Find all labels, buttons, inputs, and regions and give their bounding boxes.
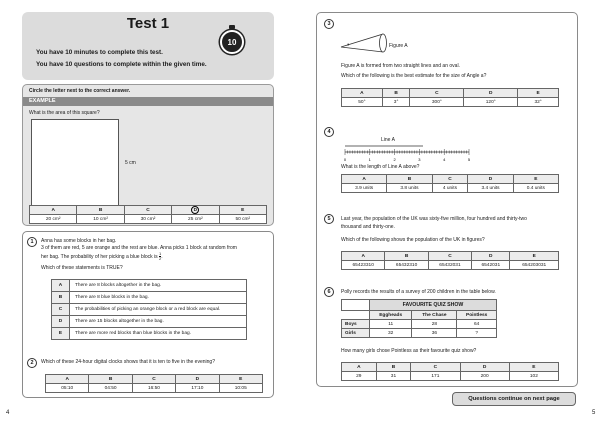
answer-value: 10 cm² <box>77 215 124 224</box>
right-page <box>300 0 600 424</box>
answer-option-b[interactable]: B <box>387 175 432 184</box>
square-side-label: 5 cm <box>125 160 136 166</box>
ruler-diagram <box>341 144 481 164</box>
table-row <box>342 320 497 329</box>
table-cell: 11 <box>369 320 412 329</box>
table-cell: 28 <box>412 320 457 329</box>
answer-option-c[interactable]: C <box>428 252 471 261</box>
q4-answer-table <box>341 174 559 193</box>
q5-answer-table <box>341 251 559 270</box>
q5-line-1: Last year, the population of the UK was sixty-five million, four hundred and thirty-two <box>341 216 527 222</box>
answer-value: 50° <box>342 98 383 107</box>
quiz-show-table <box>341 299 497 338</box>
column-header: Eggheads <box>369 311 412 320</box>
column-header: The Chase <box>412 311 457 320</box>
statement-row[interactable] <box>52 316 247 328</box>
answer-value: 20 cm² <box>30 215 77 224</box>
statement-text: The probabilities of picking an orange block or a red block are equal. <box>70 304 247 316</box>
answer-value: 300° <box>410 98 464 107</box>
ruler-tick-label: 3 <box>418 157 421 162</box>
test-title: Test 1 <box>126 15 170 32</box>
timer-value: 10 <box>227 37 237 47</box>
answer-value: 4 units <box>432 184 468 193</box>
answer-value: 3.4 units <box>468 184 513 193</box>
answer-option-d[interactable]: D <box>468 175 513 184</box>
q6-line-1: Polly records the results of a survey of 200 children in the table below. <box>341 289 496 295</box>
answer-option-e[interactable]: E <box>509 363 558 372</box>
question-number: 6 <box>324 287 334 297</box>
answer-option-b[interactable]: B <box>89 375 132 384</box>
answer-value: 6542031 <box>472 261 510 270</box>
continue-notice: Questions continue on next page <box>452 392 576 406</box>
table-row <box>342 329 497 338</box>
question-number: 1 <box>27 237 37 247</box>
answer-value: 50 cm² <box>219 215 266 224</box>
answer-option-e[interactable]: E <box>219 375 262 384</box>
answer-value: 3.9 units <box>342 184 387 193</box>
q1-line-2: 3 of them are red, 5 are orange and the rest are blue. Anna picks 1 block at random from <box>41 245 237 251</box>
answer-option-a[interactable]: A <box>342 252 385 261</box>
fraction-denominator: 2 <box>159 256 162 261</box>
angle-label: a <box>347 41 350 47</box>
q2-question: Which of these 24-hour digital clocks shows that it is ten to five in the evening? <box>41 359 215 365</box>
table-cell: 64 <box>457 320 497 329</box>
figure-a-diagram <box>339 31 389 55</box>
answer-value: 10:05 <box>219 384 262 393</box>
ruler-tick-label: 4 <box>443 157 446 162</box>
q1-line-3-text: her bag. The probability of her picking a blue block is <box>41 253 158 260</box>
statement-letter: C <box>52 304 70 316</box>
answer-value: 65432031 <box>428 261 471 270</box>
example-question: What is the area of this square? <box>29 110 100 116</box>
answer-option-c[interactable]: C <box>410 89 464 98</box>
answer-option-a[interactable]: A <box>342 89 383 98</box>
statement-letter: E <box>52 328 70 340</box>
statement-text: There are more red blocks than blue blocks in the bag. <box>70 328 247 340</box>
figure-a-label: Figure A <box>389 43 408 49</box>
row-header: Boys <box>342 320 370 329</box>
q1-line-3 <box>41 252 163 261</box>
q3-answer-table <box>341 88 559 107</box>
stopwatch-icon <box>220 30 244 54</box>
column-header: Pointless <box>457 311 497 320</box>
q4-question: What is the length of Line A above? <box>341 164 420 170</box>
answer-option-a[interactable]: A <box>46 375 89 384</box>
answer-value: 32° <box>518 98 559 107</box>
questions-1-2-panel <box>22 231 274 398</box>
example-label: EXAMPLE <box>23 97 273 106</box>
answer-value: 3.8 units <box>387 184 432 193</box>
q3-question: Which of the following is the best estimate for the size of Angle a? <box>341 73 487 79</box>
answer-value: 31 <box>376 372 411 381</box>
answer-option-d-circled[interactable]: D <box>172 206 219 215</box>
answer-option-d[interactable]: D <box>460 363 509 372</box>
answer-value: 04:50 <box>89 384 132 393</box>
statement-row[interactable] <box>52 328 247 340</box>
q1-line-3-end: . <box>161 253 163 260</box>
ruler-ticks <box>344 149 471 162</box>
statement-text: There are 15 blocks altogether in the bag. <box>70 316 247 328</box>
answer-option-b[interactable]: B <box>382 89 410 98</box>
answer-value: 29 <box>342 372 377 381</box>
answer-option-a[interactable]: A <box>30 206 77 215</box>
row-header: Girls <box>342 329 370 338</box>
ruler-tick-label: 2 <box>393 157 396 162</box>
questions-3-6-panel <box>316 12 578 387</box>
ruler-tick-label: 0 <box>343 157 347 162</box>
answer-option-d[interactable]: D <box>464 89 518 98</box>
answer-option-b[interactable]: B <box>385 252 428 261</box>
statement-letter: A <box>52 280 70 292</box>
q1-statements-table <box>51 279 247 340</box>
answer-option-b[interactable]: B <box>376 363 411 372</box>
answer-value: 17:10 <box>176 384 219 393</box>
answer-value: 05:10 <box>46 384 89 393</box>
answer-option-e[interactable]: E <box>513 175 558 184</box>
answer-value: 0.4 units <box>513 184 558 193</box>
answer-option-c[interactable]: C <box>124 206 171 215</box>
square-figure <box>31 119 119 207</box>
ruler-tick-label: 1 <box>368 157 371 162</box>
answer-value: 25 cm² <box>172 215 219 224</box>
answer-value: 65423310 <box>342 261 385 270</box>
q5-question: Which of the following shows the population of the UK in figures? <box>341 237 485 243</box>
table-cell: ? <box>457 329 497 338</box>
statement-text: There are 8 blocks altogether in the bag. <box>70 280 247 292</box>
answer-option-c[interactable]: C <box>432 175 468 184</box>
example-answer-table <box>29 205 267 224</box>
statement-row[interactable] <box>52 280 247 292</box>
answer-value: 3° <box>382 98 410 107</box>
table-cell: 32 <box>369 329 412 338</box>
answer-value: 120° <box>464 98 518 107</box>
statement-row[interactable] <box>52 304 247 316</box>
q6-answer-table <box>341 362 559 381</box>
q6-question: How many girls chose Pointless as their favourite quiz show? <box>341 348 477 354</box>
answer-option-a[interactable]: A <box>342 175 387 184</box>
intro-line-2: You have 10 questions to complete within the given time. <box>36 61 207 68</box>
answer-option-d[interactable]: D <box>472 252 510 261</box>
statement-letter: D <box>52 316 70 328</box>
q1-question: Which of these statements is TRUE? <box>41 265 123 271</box>
answer-option-c[interactable]: C <box>132 375 175 384</box>
answer-option-b[interactable]: B <box>77 206 124 215</box>
answer-option-e[interactable]: E <box>219 206 266 215</box>
statement-text: There are 8 blue blocks in the bag. <box>70 292 247 304</box>
statement-row[interactable] <box>52 292 247 304</box>
statement-letter: B <box>52 292 70 304</box>
answer-option-d[interactable]: D <box>176 375 219 384</box>
quiz-table-title: FAVOURITE QUIZ SHOW <box>369 300 496 311</box>
answer-option-e[interactable]: E <box>518 89 559 98</box>
question-number: 2 <box>27 358 37 368</box>
instruction-text: Circle the letter next to the correct answer. <box>29 88 131 94</box>
line-a-label: Line A <box>381 137 395 143</box>
answer-option-e[interactable]: E <box>510 252 559 261</box>
page-number: 4 <box>6 410 10 416</box>
answer-value: 65432310 <box>385 261 428 270</box>
question-number: 3 <box>324 19 334 29</box>
answer-value: 171 <box>411 372 460 381</box>
question-number: 5 <box>324 214 334 224</box>
question-number: 4 <box>324 127 334 137</box>
fraction-numerator: 1 <box>159 251 162 256</box>
table-cell: 36 <box>412 329 457 338</box>
answer-option-a[interactable]: A <box>342 363 377 372</box>
intro-line-1: You have 10 minutes to complete this test. <box>36 49 163 56</box>
q3-line-1: Figure A is formed from two straight lines and an oval. <box>341 63 460 69</box>
q1-line-1: Anna has some blocks in her bag. <box>41 238 117 244</box>
answer-value: 102 <box>509 372 558 381</box>
answer-value: 654203031 <box>510 261 559 270</box>
q2-answer-table <box>45 374 263 393</box>
q5-line-2: thousand and thirty-one. <box>341 224 395 230</box>
answer-value: 200 <box>460 372 509 381</box>
example-section <box>22 84 274 226</box>
stopwatch-button-icon <box>229 25 235 29</box>
answer-option-c[interactable]: C <box>411 363 460 372</box>
ruler-tick-label: 5 <box>467 157 471 162</box>
answer-value: 30 cm² <box>124 215 171 224</box>
answer-value: 16:50 <box>132 384 175 393</box>
page-number: 5 <box>592 410 596 416</box>
